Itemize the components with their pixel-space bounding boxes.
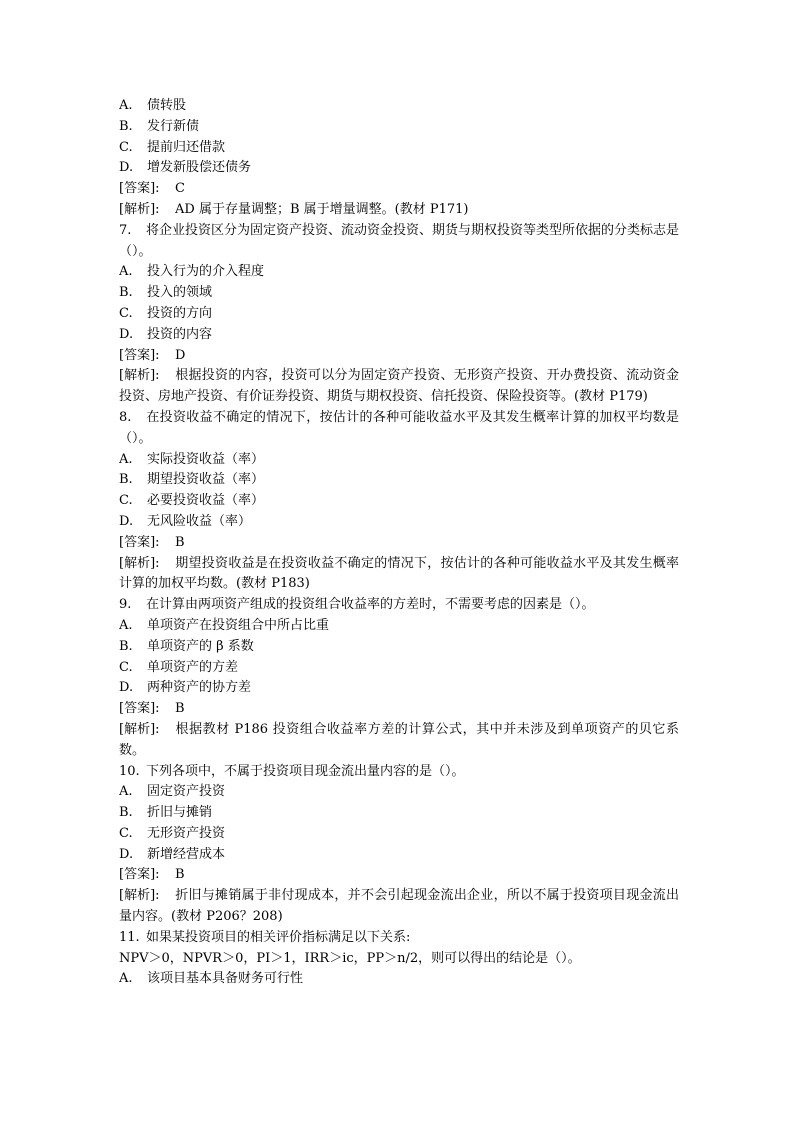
option-label: D. xyxy=(119,680,134,696)
option-text: 单项资产在投资组合中所占比重 xyxy=(147,617,330,633)
question-number: 7. xyxy=(119,222,132,238)
option-a xyxy=(119,450,679,471)
option-label: C. xyxy=(119,139,133,155)
option-d xyxy=(119,158,679,179)
question-11-condition xyxy=(119,949,679,970)
question-number: 11. xyxy=(119,929,140,945)
explanation-label: [解析]: xyxy=(119,555,160,571)
answer-line xyxy=(119,865,679,886)
question-8 xyxy=(119,408,679,450)
option-b xyxy=(119,470,679,491)
option-label: A. xyxy=(119,264,133,280)
answer-label: [答案]: xyxy=(119,867,160,883)
option-text: 增发新股偿还债务 xyxy=(147,160,252,176)
option-text: 该项目基本具备财务可行性 xyxy=(147,971,304,987)
option-label: C. xyxy=(119,825,133,841)
question-text: NPV＞0，NPVR＞0，PI＞1，IRR＞ic，PP＞n/2，则可以得出的结论是（）。 xyxy=(119,950,581,966)
explanation-label: [解析]: xyxy=(119,368,160,384)
question-10 xyxy=(119,762,679,783)
option-d xyxy=(119,512,679,533)
explanation-line xyxy=(119,720,679,762)
explanation-text: 期望投资收益是在投资收益不确定的情况下，按估计的各种可能收益水平及其发生概率计算的加权平均数。(教材 P183) xyxy=(119,555,679,592)
explanation-label: [解析]: xyxy=(119,721,160,737)
question-text: 在计算由两项资产组成的投资组合收益率的方差时，不需要考虑的因素是（）。 xyxy=(146,597,595,613)
option-text: 投资的方向 xyxy=(147,305,213,321)
question-number: 9. xyxy=(119,597,132,613)
option-c xyxy=(119,138,679,159)
question-11 xyxy=(119,928,679,949)
explanation-line xyxy=(119,200,679,221)
option-d xyxy=(119,845,679,866)
explanation-line xyxy=(119,366,679,408)
option-label: A. xyxy=(119,451,133,467)
option-label: B. xyxy=(119,805,133,821)
question-text: 在投资收益不确定的情况下，按估计的各种可能收益水平及其发生概率计算的加权平均数是（）。 xyxy=(119,409,679,446)
option-label: B. xyxy=(119,118,133,134)
explanation-text: AD 属于存量调整；B 属于增量调整。(教材 P171) xyxy=(175,201,469,217)
answer-text: B xyxy=(175,867,185,883)
option-d xyxy=(119,325,679,346)
option-b xyxy=(119,637,679,658)
option-label: B. xyxy=(119,285,133,301)
answer-line xyxy=(119,346,679,367)
question-text: 如果某投资项目的相关评价指标满足以下关系: xyxy=(146,929,411,945)
question-9 xyxy=(119,595,679,616)
option-a xyxy=(119,616,679,637)
explanation-label: [解析]: xyxy=(119,201,160,217)
option-c xyxy=(119,304,679,325)
answer-label: [答案]: xyxy=(119,347,160,363)
option-label: D. xyxy=(119,846,134,862)
answer-line xyxy=(119,179,679,200)
answer-label: [答案]: xyxy=(119,181,160,197)
option-label: D. xyxy=(119,160,134,176)
explanation-label: [解析]: xyxy=(119,888,160,904)
option-text: 无风险收益（率） xyxy=(147,513,252,529)
option-b xyxy=(119,283,679,304)
option-text: 发行新债 xyxy=(147,118,200,134)
option-text: 实际投资收益（率） xyxy=(147,451,265,467)
answer-line xyxy=(119,533,679,554)
option-label: B. xyxy=(119,472,133,488)
question-text: 将企业投资区分为固定资产投资、流动资金投资、期货与期权投资等类型所依据的分类标志是（）。 xyxy=(119,222,680,259)
option-label: C. xyxy=(119,659,133,675)
question-number: 8. xyxy=(119,409,132,425)
option-text: 固定资产投资 xyxy=(147,784,226,800)
answer-text: C xyxy=(175,181,185,197)
option-text: 折旧与摊销 xyxy=(147,805,213,821)
option-text: 新增经营成本 xyxy=(147,846,226,862)
option-label: D. xyxy=(119,326,134,342)
option-d xyxy=(119,678,679,699)
explanation-line xyxy=(119,554,679,596)
option-text: 投入的领域 xyxy=(147,285,213,301)
option-text: 必要投资收益（率） xyxy=(147,493,265,509)
option-a xyxy=(119,96,679,117)
explanation-text: 根据教材 P186 投资组合收益率方差的计算公式，其中并未涉及到单项资产的贝它系数。 xyxy=(119,721,679,758)
option-text: 无形资产投资 xyxy=(147,825,226,841)
option-label: C. xyxy=(119,305,133,321)
option-text: 投资的内容 xyxy=(147,326,213,342)
exam-content xyxy=(119,96,679,990)
option-text: 债转股 xyxy=(147,98,187,113)
option-text: 投入行为的介入程度 xyxy=(147,264,265,280)
answer-line xyxy=(119,699,679,720)
option-label: A. xyxy=(119,617,133,633)
answer-text: B xyxy=(175,701,185,717)
question-number: 10. xyxy=(119,763,140,779)
option-c xyxy=(119,824,679,845)
option-label: A. xyxy=(119,98,133,113)
option-label: B. xyxy=(119,638,133,654)
answer-label: [答案]: xyxy=(119,534,160,550)
explanation-line xyxy=(119,886,679,928)
explanation-text: 根据投资的内容，投资可以分为固定资产投资、无形资产投资、开办费投资、流动资金投资、房地产投资、有价证券投资、期货与期权投资、信托投资、保险投资等。(教材 P179) xyxy=(119,368,679,405)
option-b xyxy=(119,803,679,824)
answer-text: D xyxy=(175,347,186,363)
option-label: A. xyxy=(119,784,133,800)
option-c xyxy=(119,491,679,512)
option-a xyxy=(119,262,679,283)
option-text: 期望投资收益（率） xyxy=(147,472,265,488)
question-text: 下列各项中，不属于投资项目现金流出量内容的是（）。 xyxy=(146,763,465,779)
option-label: A. xyxy=(119,971,133,987)
explanation-text: 折旧与摊销属于非付现成本，并不会引起现金流出企业，所以不属于投资项目现金流出量内容。(教材 P206？208) xyxy=(119,888,679,925)
option-a xyxy=(119,969,679,990)
answer-label: [答案]: xyxy=(119,701,160,717)
question-7 xyxy=(119,221,679,263)
option-label: C. xyxy=(119,493,133,509)
option-c xyxy=(119,658,679,679)
option-text: 单项资产的 β 系数 xyxy=(147,638,254,654)
option-text: 两种资产的协方差 xyxy=(147,680,252,696)
option-label: D. xyxy=(119,513,134,529)
answer-text: B xyxy=(175,534,185,550)
option-b xyxy=(119,117,679,138)
option-a xyxy=(119,782,679,803)
option-text: 单项资产的方差 xyxy=(147,659,239,675)
option-text: 提前归还借款 xyxy=(147,139,226,155)
